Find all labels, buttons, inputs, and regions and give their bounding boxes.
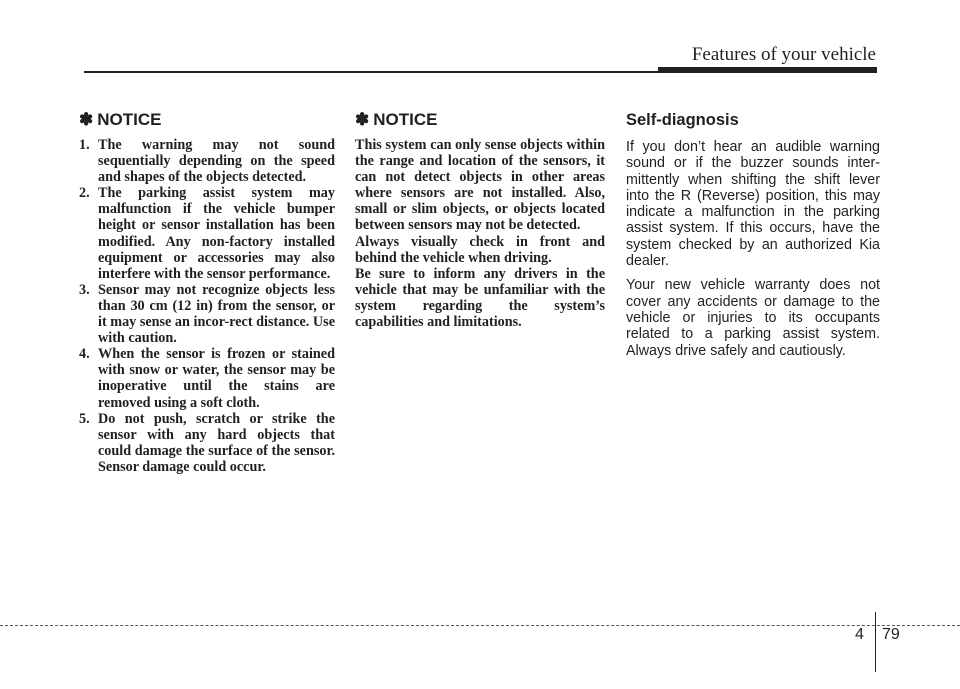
list-item-text: Sensor may not recognize objects less than 30 cm (12 in) from the sensor, or it may sense an incor-rect distance. Use with caution. [98,281,335,347]
list-item-number: 5. [79,410,90,427]
chapter-number: 4 [855,626,864,643]
self-diagnosis-column [626,109,880,367]
list-item-text: Do not push, scratch or strike the sensor with any hard objects that could damage the surface of the sensor. Sensor damage could occur. [98,410,335,475]
middle-notice-title-text: NOTICE [373,110,438,129]
list-item-number: 2. [79,185,90,202]
left-notice-title-text: NOTICE [97,110,162,129]
middle-notice-body [355,137,605,330]
notice-mark-icon: ✽ [355,110,370,129]
footer-divider [0,625,960,626]
list-item-text: When the sensor is frozen or stained with snow or water, the sensor may be inoperative until the stains are removed using a soft cloth. [98,346,335,411]
self-diagnosis-paragraph: If you don’t hear an audible warning sound or if the buzzer sounds inter-mittently when shifting the shift lever into the R (Reverse) position, this may indicate a malfunction in the parking assist system. If this occurs, have the system checked by an authorized Kia dealer. [626,139,880,270]
notice-mark-icon: ✽ [79,110,94,129]
self-diagnosis-heading: Self-diagnosis [626,111,739,129]
page-number-divider [875,612,876,672]
section-header-title: Features of your vehicle [691,44,876,65]
self-diagnosis-paragraph: Your new vehicle warranty does not cover any accidents or damage to the vehicle or injuries to its occupants related to a parking assist system. Always drive safely and cautiously. [626,277,880,359]
list-item [79,411,335,475]
list-item-text: The warning may not sound sequentially depending on the speed and shapes of the objects detected. [98,137,335,186]
middle-notice-title [355,109,605,131]
notice-paragraph: This system can only sense objects within the range and location of the sensors, it can not detect objects in other areas where sensors are not installed. Also, small or slim objects, or objects located between sensors may not be detected. [355,137,605,234]
left-notice-title [79,109,335,131]
page-number: 79 [882,626,900,643]
list-item-text: The parking assist system may malfunction if the vehicle bumper height or sensor installation has been modified. Any non-factory installed equipment or accessories may also interfere with the sensor performance. [98,185,335,282]
list-item [79,137,335,185]
left-notice-list [79,137,335,475]
list-item [79,282,335,346]
list-item [79,346,335,410]
list-item-number: 1. [79,137,90,153]
list-item-number: 3. [79,281,90,298]
header-rule-accent [658,67,877,73]
middle-notice-column [355,109,605,330]
notice-paragraph: Always visually check in front and behind the vehicle when driving. [355,233,605,266]
list-item [79,185,335,282]
notice-paragraph: Be sure to inform any drivers in the vehicle that may be unfamiliar with the system regarding the system’s capabilities and limitations. [355,265,605,331]
list-item-number: 4. [79,346,90,363]
left-notice-column [79,109,335,475]
